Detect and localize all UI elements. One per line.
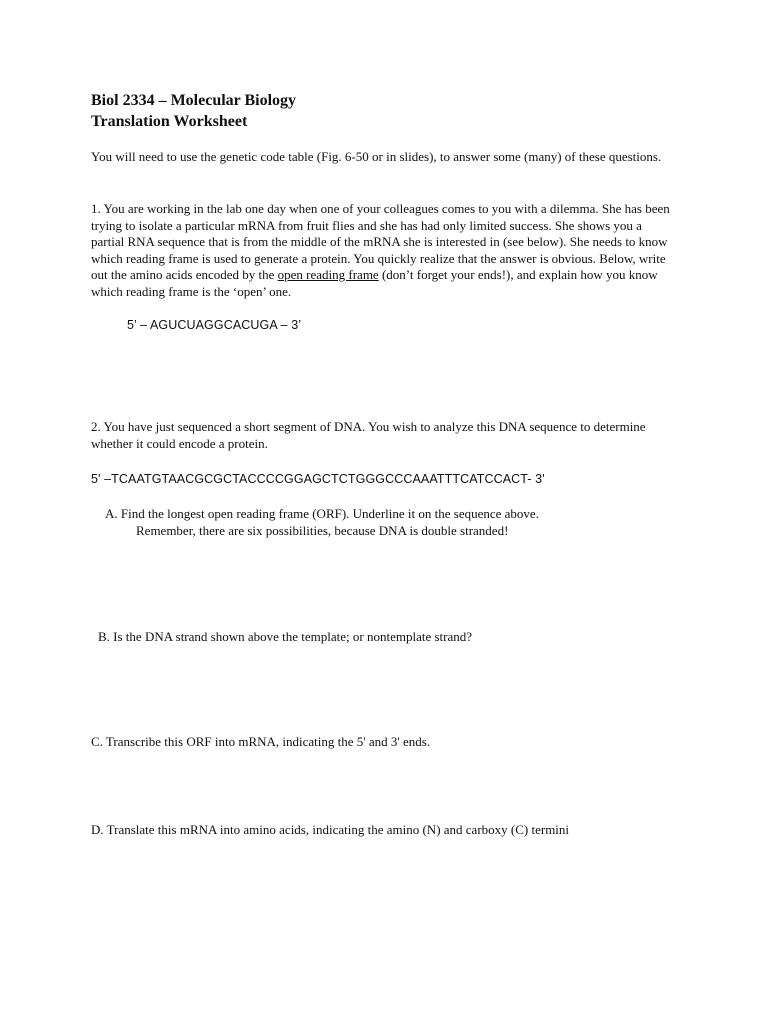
worksheet-title: Translation Worksheet bbox=[91, 113, 248, 130]
question-1-text-after: (don’t forget your ends!), and explain how you know which reading frame is the ‘open’ one. bbox=[91, 267, 658, 299]
part-c-question: C. Transcribe this ORF into mRNA, indicating the 5' and 3' ends. bbox=[91, 734, 431, 749]
part-b-question: B. Is the DNA strand shown above the template; or nontemplate strand? bbox=[98, 629, 473, 644]
open-reading-frame-term: open reading frame bbox=[277, 267, 379, 282]
dna-sequence: 5' –TCAATGTAACGCGCTACCCCGGAGCTCTGGGCCCAAATTTCATCCACT- 3' bbox=[91, 472, 545, 486]
part-d-question: D. Translate this mRNA into amino acids, indicating the amino (N) and carboxy (C) termini bbox=[91, 822, 570, 837]
question-2-paragraph: 2. You have just sequenced a short segment of DNA. You wish to analyze this DNA sequence to determine whether it could encode a protein. bbox=[91, 419, 646, 451]
part-a-question: A. Find the longest open reading frame (ORF). Underline it on the sequence above. bbox=[105, 506, 539, 521]
question-1-text-before: 1. You are working in the lab one day when one of your colleagues comes to you with a dilemma. She has been trying to isolate a particular mRNA from fruit flies and she has had only limited success. She shows you a partial RNA sequence that is from the middle of the mRNA she is interested in (see below). She needs to know which reading frame is used to generate a protein. You quickly realize that the answer is obvious. Below, write out the amino acids encoded by the bbox=[91, 201, 670, 282]
rna-sequence: 5’ – AGUCUAGGCACUGA – 3’ bbox=[127, 318, 302, 332]
part-a-reminder: Remember, there are six possibilities, because DNA is double stranded! bbox=[136, 523, 509, 538]
intro-paragraph: You will need to use the genetic code table (Fig. 6-50 or in slides), to answer some (many) of these questions. bbox=[91, 149, 662, 164]
question-1-paragraph bbox=[91, 201, 676, 300]
course-title: Biol 2334 – Molecular Biology bbox=[91, 92, 297, 109]
